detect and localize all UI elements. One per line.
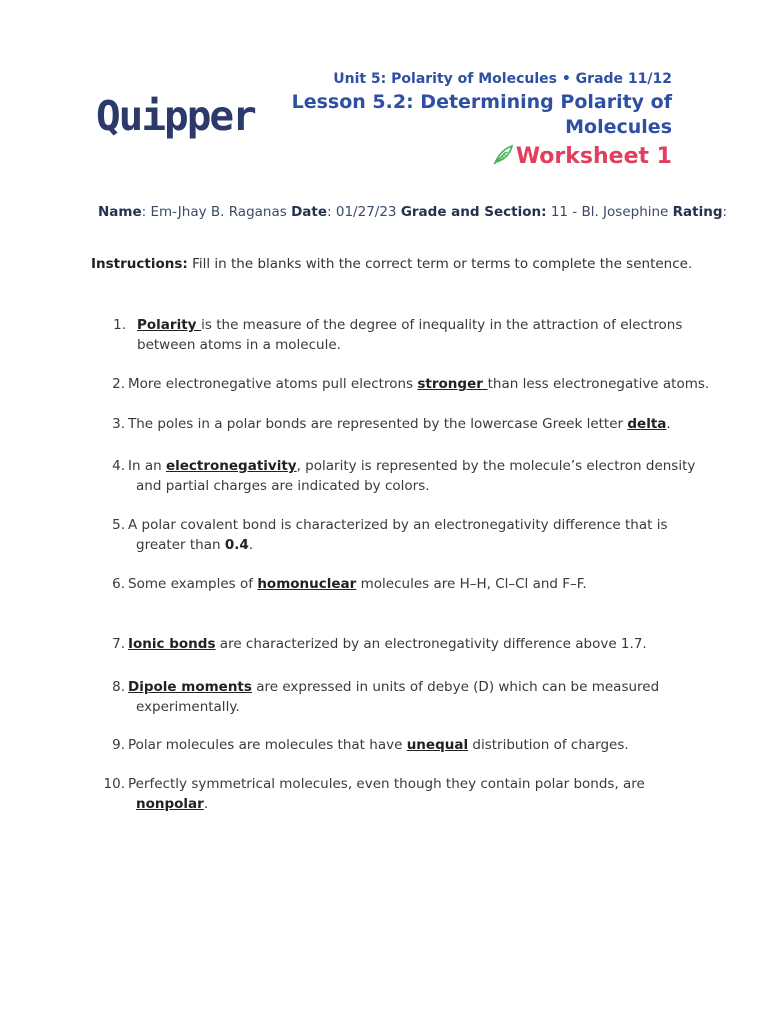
section-label: Grade and Section: bbox=[400, 204, 547, 220]
item-number: 6. bbox=[112, 576, 125, 592]
item-number: 4. bbox=[112, 458, 125, 474]
item-number: 7. bbox=[112, 636, 125, 652]
item-text bbox=[137, 315, 682, 355]
item-text-before: In an bbox=[128, 458, 166, 474]
item-number: 9. bbox=[112, 737, 125, 753]
item-text bbox=[128, 774, 645, 814]
item-number: 1. bbox=[113, 317, 126, 333]
item-text-after: . bbox=[666, 416, 671, 432]
item-text-after: is the measure of the degree of inequality in the attraction of electrons bbox=[201, 317, 683, 333]
item-text bbox=[128, 735, 629, 755]
item-text bbox=[128, 414, 671, 434]
worksheet-label: Worksheet 1 bbox=[515, 144, 672, 169]
item-number: 10. bbox=[103, 776, 125, 792]
answer: electronegativity bbox=[165, 458, 297, 474]
answer: unequal bbox=[406, 737, 469, 753]
item-number: 3. bbox=[112, 416, 125, 432]
instructions-label: Instructions: bbox=[91, 256, 188, 272]
unit-title: Unit 5: Polarity of Molecules • Grade 11/12 bbox=[333, 71, 672, 87]
instructions bbox=[91, 256, 711, 272]
lesson-title-line1: Lesson 5.2: Determining Polarity of bbox=[291, 91, 672, 113]
line2-after: . bbox=[248, 537, 254, 553]
item-text-line2 bbox=[128, 535, 668, 555]
feather-icon bbox=[492, 144, 514, 166]
item-text-after: distribution of charges. bbox=[468, 737, 629, 753]
item-text bbox=[128, 374, 709, 394]
item-text bbox=[128, 574, 587, 594]
item-text bbox=[128, 634, 647, 654]
answer: nonpolar bbox=[136, 796, 204, 812]
date-label: Date bbox=[291, 204, 328, 220]
item-text-line2 bbox=[128, 794, 645, 814]
item-text-after: , polarity is represented by the molecule’s electron density bbox=[296, 458, 696, 474]
item-text-before: Perfectly symmetrical molecules, even though they contain polar bonds, are bbox=[128, 776, 645, 792]
item-text bbox=[128, 456, 695, 496]
item-text-before: The poles in a polar bonds are represented by the lowercase Greek letter bbox=[128, 416, 628, 432]
item-number: 8. bbox=[112, 679, 125, 695]
quipper-logo: Quipper bbox=[96, 92, 255, 140]
line2-before: greater than bbox=[136, 537, 225, 553]
item-text-before: Polar molecules are molecules that have bbox=[128, 737, 407, 753]
answer: Polarity bbox=[137, 317, 202, 333]
item-text-line2: between atoms in a molecule. bbox=[137, 337, 341, 353]
item-text-before: More electronegative atoms pull electrons bbox=[128, 376, 418, 392]
item-text-after: than less electronegative atoms. bbox=[487, 376, 710, 392]
answer: homonuclear bbox=[257, 576, 357, 592]
line2-after: . bbox=[203, 796, 209, 812]
date-value: 01/27/23 bbox=[335, 204, 397, 220]
lesson-title-line2: Molecules bbox=[565, 116, 672, 138]
answer: stronger bbox=[417, 376, 488, 392]
item-number: 2. bbox=[112, 376, 125, 392]
item-text-before: A polar covalent bond is characterized by an electronegativity difference that is bbox=[128, 517, 668, 533]
worksheet-title bbox=[252, 142, 672, 172]
value-bold: 0.4 bbox=[224, 537, 249, 553]
item-text-line2: experimentally. bbox=[136, 699, 240, 715]
instructions-text: Fill in the blanks with the correct term or terms to complete the sentence. bbox=[192, 256, 693, 272]
rating-label: Rating bbox=[672, 204, 723, 220]
student-info: Name: Em-Jhay B. Raganas Date: 01/27/23 Grade and Section: 11 - Bl. Josephine Rating: bbox=[98, 204, 728, 220]
answer: delta bbox=[627, 416, 667, 432]
lesson-title bbox=[252, 90, 672, 140]
item-text-after: are characterized by an electronegativity difference above 1.7. bbox=[215, 636, 647, 652]
worksheet-header bbox=[252, 70, 672, 172]
section-value: 11 - Bl. Josephine bbox=[550, 204, 669, 220]
item-text-before: Some examples of bbox=[128, 576, 258, 592]
name-label: Name bbox=[98, 204, 142, 220]
item-text-line2: and partial charges are indicated by colors. bbox=[136, 478, 430, 494]
item-text bbox=[128, 677, 659, 717]
item-text bbox=[128, 515, 668, 555]
answer: Ionic bonds bbox=[128, 636, 216, 652]
item-text-after: are expressed in units of debye (D) which can be measured bbox=[251, 679, 660, 695]
item-number: 5. bbox=[112, 517, 125, 533]
name-value: Em-Jhay B. Raganas bbox=[150, 204, 287, 220]
item-text-after: molecules are H–H, Cl–Cl and F–F. bbox=[356, 576, 587, 592]
answer: Dipole moments bbox=[128, 679, 252, 695]
